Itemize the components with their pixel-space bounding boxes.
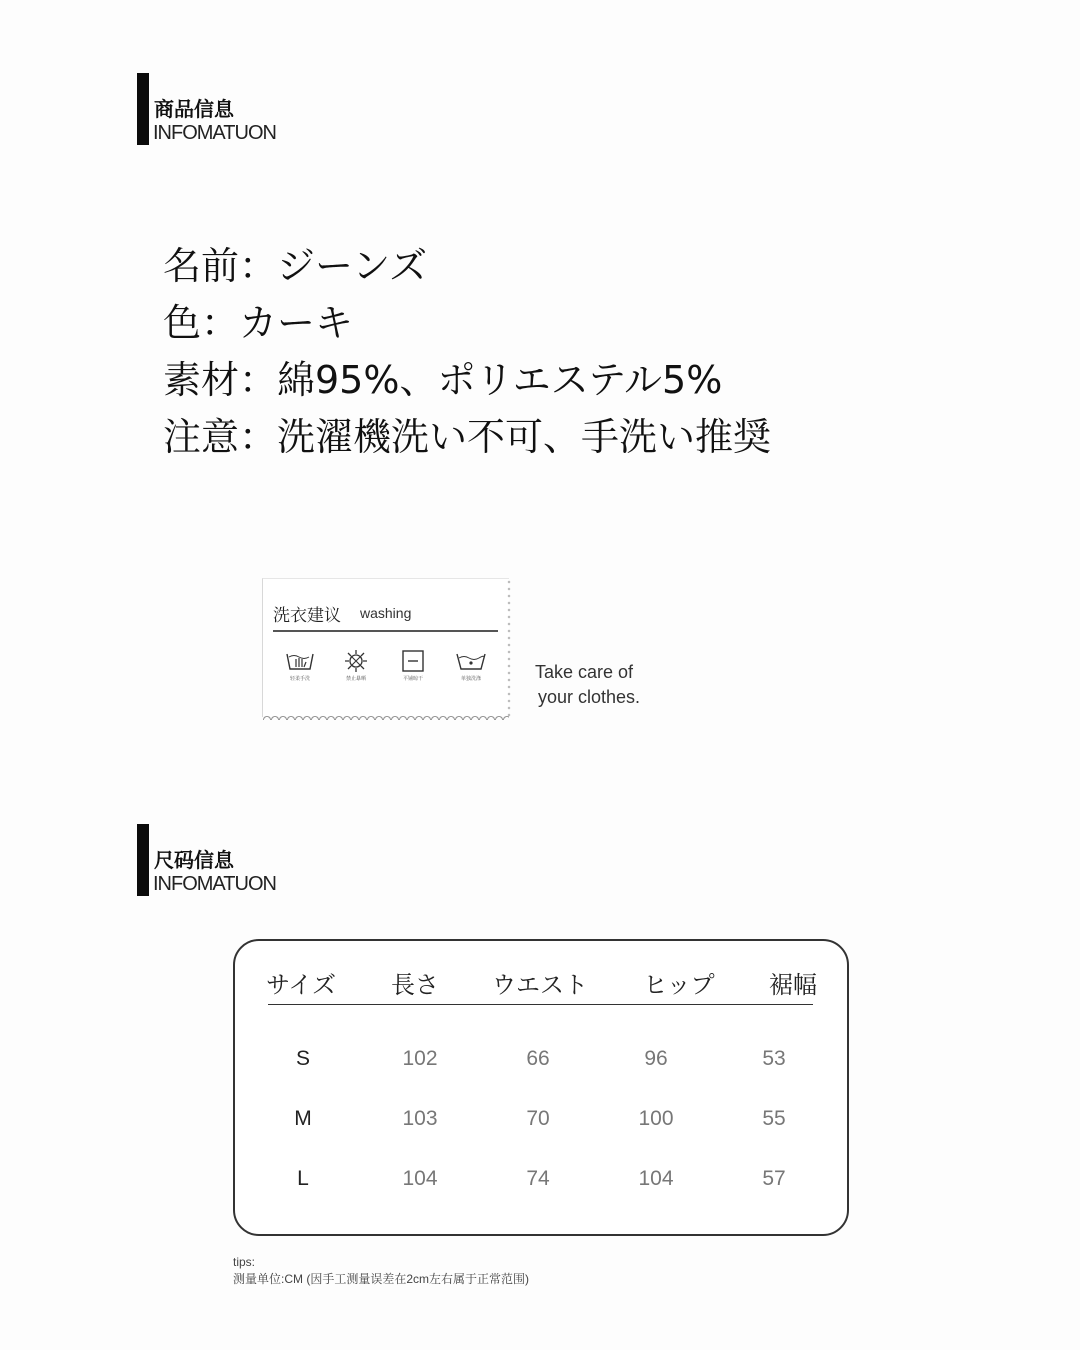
hem-width-cell: 55	[762, 1107, 786, 1130]
header-hem-width: 裾幅	[769, 971, 817, 999]
hip-cell: 104	[638, 1167, 674, 1190]
hem-width-cell: 57	[762, 1167, 786, 1190]
header-accent-bar	[137, 824, 149, 896]
header-waist: ウエスト	[492, 971, 588, 999]
card-wavy-edge	[263, 714, 509, 720]
product-note-line: 注意：洗濯機洗い不可、手洗い推奨	[163, 415, 772, 459]
product-color-line: 色：カーキ	[163, 301, 354, 345]
size-table	[233, 939, 849, 1236]
measurement-tips	[233, 1254, 529, 1288]
care-tagline-line1: Take care of	[535, 662, 634, 682]
header-accent-bar	[137, 73, 149, 145]
wash-tub-label: 单独洗涤	[460, 676, 481, 682]
tips-text: 测量单位:CM (因手工测量误差在2cm左右属于正常范围)	[233, 1272, 529, 1286]
product-info-title-en: INFOMATUON	[153, 122, 276, 144]
size-table-rule	[268, 1004, 813, 1005]
card-perforated-edge	[507, 579, 511, 717]
washing-subtitle: washing	[360, 605, 412, 621]
size-cell: L	[297, 1167, 309, 1190]
tips-label: tips:	[233, 1255, 256, 1269]
care-tagline	[535, 660, 640, 710]
size-info-title-en: INFOMATUON	[153, 873, 276, 895]
hem-width-cell: 53	[762, 1047, 786, 1070]
header-length: 長さ	[391, 971, 439, 999]
no-bleach-label: 禁止暴晒	[345, 676, 366, 682]
header-size: サイズ	[265, 971, 337, 999]
table-row	[235, 1107, 847, 1137]
washing-title: 洗衣建议	[273, 606, 341, 626]
table-row	[235, 1167, 847, 1197]
washing-divider	[273, 630, 498, 632]
size-table-header	[235, 965, 847, 999]
size-cell: S	[295, 1047, 311, 1070]
size-cell: M	[294, 1107, 312, 1130]
waist-cell: 74	[526, 1167, 550, 1190]
product-name-line: 名前：ジーンズ	[163, 244, 428, 288]
hip-cell: 100	[638, 1107, 674, 1130]
washing-care-card	[262, 578, 509, 717]
care-tagline-line2: your clothes.	[538, 687, 641, 707]
hip-cell: 96	[644, 1047, 668, 1070]
header-hip: ヒップ	[643, 971, 715, 999]
table-row	[235, 1047, 847, 1077]
length-cell: 102	[402, 1047, 438, 1070]
wash-tub-icon	[456, 649, 486, 673]
flat-dry-icon	[398, 649, 428, 673]
hand-wash-icon	[285, 649, 315, 673]
product-info-list	[163, 238, 771, 466]
flat-dry-label: 平铺晾干	[402, 676, 423, 682]
waist-cell: 66	[526, 1047, 550, 1070]
waist-cell: 70	[526, 1107, 550, 1130]
size-info-title-cn: 尺码信息	[154, 848, 234, 872]
product-info-title-cn: 商品信息	[154, 97, 234, 121]
hand-wash-label: 轻柔手洗	[289, 676, 310, 682]
length-cell: 103	[402, 1107, 438, 1130]
product-material-line: 素材：綿95%、ポリエステル5%	[163, 358, 723, 402]
length-cell: 104	[402, 1167, 438, 1190]
no-bleach-icon	[341, 649, 371, 673]
